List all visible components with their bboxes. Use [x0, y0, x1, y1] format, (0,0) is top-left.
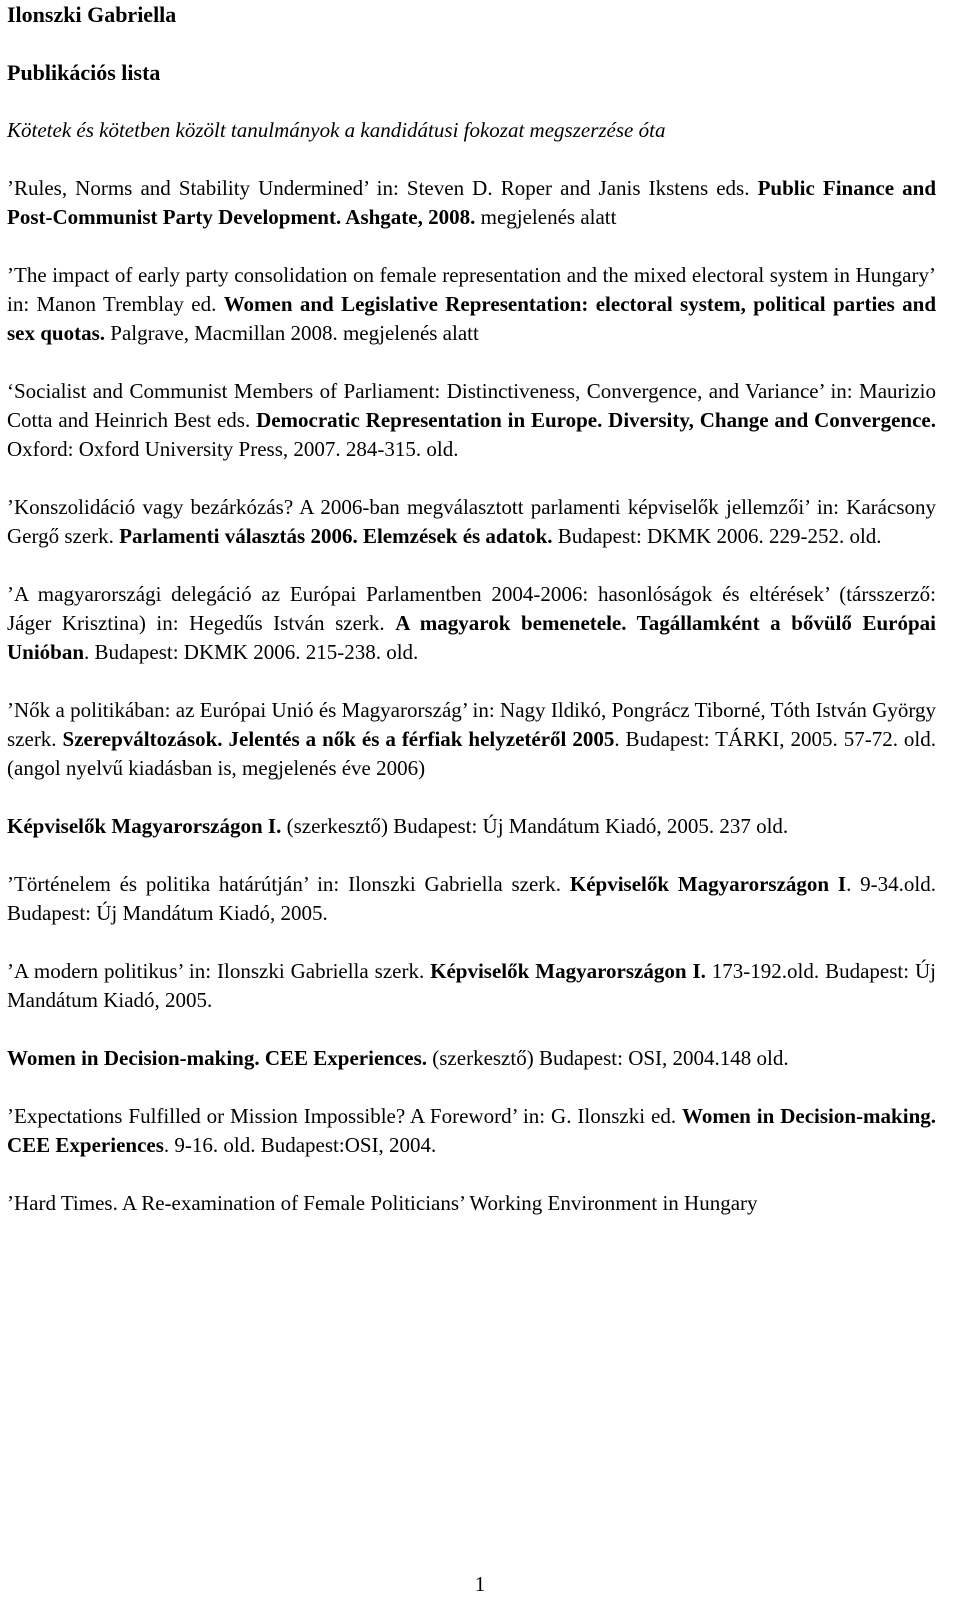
- publication-title-text: Parlamenti választás 2006. Elemzések és adatok.: [119, 524, 553, 548]
- document-page: [7, 0, 936, 1218]
- publication-entry: [7, 377, 936, 464]
- publication-entry: [7, 493, 936, 551]
- publication-text: ‘Socialist and Communist Members of Parliament: Distinctiveness, Convergence, and Variance’ in: Maurizio Cotta and Heinrich Best eds.: [7, 379, 936, 432]
- publication-list-title: Publikációs lista: [7, 60, 161, 85]
- author-name: Ilonszki Gabriella: [7, 2, 177, 27]
- publication-entry: [7, 1189, 936, 1218]
- publication-title-text: Szerepváltozások. Jelentés a nők és a férfiak helyzetéről 2005: [62, 727, 615, 751]
- publication-text: ’The impact of early party consolidation on female representation and the mixed electoral system in Hungary’ in: Manon Tremblay ed.: [7, 263, 936, 316]
- publication-text: . 9-16. old. Budapest:OSI, 2004.: [163, 1133, 437, 1157]
- publication-title-text: Women in Decision-making. CEE Experiences.: [7, 1046, 428, 1070]
- publication-text: (szerkesztő) Budapest: Új Mandátum Kiadó, 2005. 237 old.: [281, 814, 789, 838]
- publication-entry: [7, 1102, 936, 1160]
- publication-title-text: Women and Legislative Representation: electoral system, political parties and sex quotas.: [7, 292, 937, 345]
- publication-entry: [7, 174, 936, 232]
- publication-entry: [7, 957, 936, 1015]
- publication-entry: [7, 870, 936, 928]
- publication-text: ’A modern politikus’ in: Ilonszki Gabriella szerk.: [7, 959, 431, 983]
- publication-text: Oxford: Oxford University Press, 2007. 284-315. old.: [7, 437, 459, 461]
- publication-title-text: Képviselők Magyarországon I: [569, 872, 847, 896]
- page-number: 1: [474, 1572, 486, 1596]
- publication-text: ’A magyarországi delegáció az Európai Parlamentben 2004-2006: hasonlóságok és eltérések’ (társszerző: Jáger Krisztina) in: Hegedűs István szerk.: [7, 582, 936, 635]
- publication-text: Palgrave, Macmillan 2008. megjelenés alatt: [105, 321, 479, 345]
- publication-entry: [7, 261, 936, 348]
- publication-text: . Budapest: TÁRKI, 2005. 57-72. old.(angol nyelvű kiadásban is, megjelenés éve 2006): [7, 727, 937, 780]
- publication-text: Budapest: DKMK 2006. 229-252. old.: [552, 524, 882, 548]
- publication-title-text: Democratic Representation in Europe. Diversity, Change and Convergence.: [256, 408, 936, 432]
- publication-text: ’Hard Times. A Re-examination of Female Politicians’ Working Environment in Hungary: [7, 1191, 758, 1215]
- publication-text: ’Történelem és politika határútján’ in: Ilonszki Gabriella szerk.: [7, 872, 570, 896]
- publication-title-text: A magyarok bemenetele. Tagállamként a bővülő Európai Unióban: [7, 611, 936, 664]
- publication-title-text: Public Finance and Post-Communist Party Development. Ashgate, 2008.: [7, 176, 936, 229]
- publication-text: ’Nők a politikában: az Európai Unió és Magyarország’ in: Nagy Ildikó, Pongrácz Tiborné, Tóth István György szerk.: [7, 698, 936, 751]
- publication-text: ’Rules, Norms and Stability Undermined’ in: Steven D. Roper and Janis Ikstens eds.: [7, 176, 758, 200]
- publication-text: . 9-34.old. Budapest: Új Mandátum Kiadó, 2005.: [7, 872, 936, 925]
- publication-text: (szerkesztő) Budapest: OSI, 2004.148 old.: [427, 1046, 789, 1070]
- publication-text: ’Expectations Fulfilled or Mission Impossible? A Foreword’ in: G. Ilonszki ed.: [7, 1104, 683, 1128]
- publication-text: . Budapest: DKMK 2006. 215-238. old.: [84, 640, 419, 664]
- section-title: Kötetek és kötetben közölt tanulmányok a kandidátusi fokozat megszerzése óta: [7, 118, 666, 142]
- publication-entry: [7, 696, 936, 783]
- publication-list: [7, 174, 936, 1218]
- publication-entry: [7, 1044, 936, 1073]
- publication-title-text: Képviselők Magyarországon I.: [7, 814, 282, 838]
- publication-title-text: Women in Decision-making. CEE Experiences: [7, 1104, 936, 1157]
- publication-text: ’Konszolidáció vagy bezárkózás? A 2006-ban megválasztott parlamenti képviselők jellemzői’ in: Karácsony Gergő szerk.: [7, 495, 936, 548]
- publication-title-text: Képviselők Magyarországon I.: [430, 959, 706, 983]
- publication-entry: [7, 580, 936, 667]
- publication-text: megjelenés alatt: [475, 205, 617, 229]
- publication-entry: [7, 812, 936, 841]
- publication-text: 173-192.old. Budapest: Új Mandátum Kiadó, 2005.: [7, 959, 936, 1012]
